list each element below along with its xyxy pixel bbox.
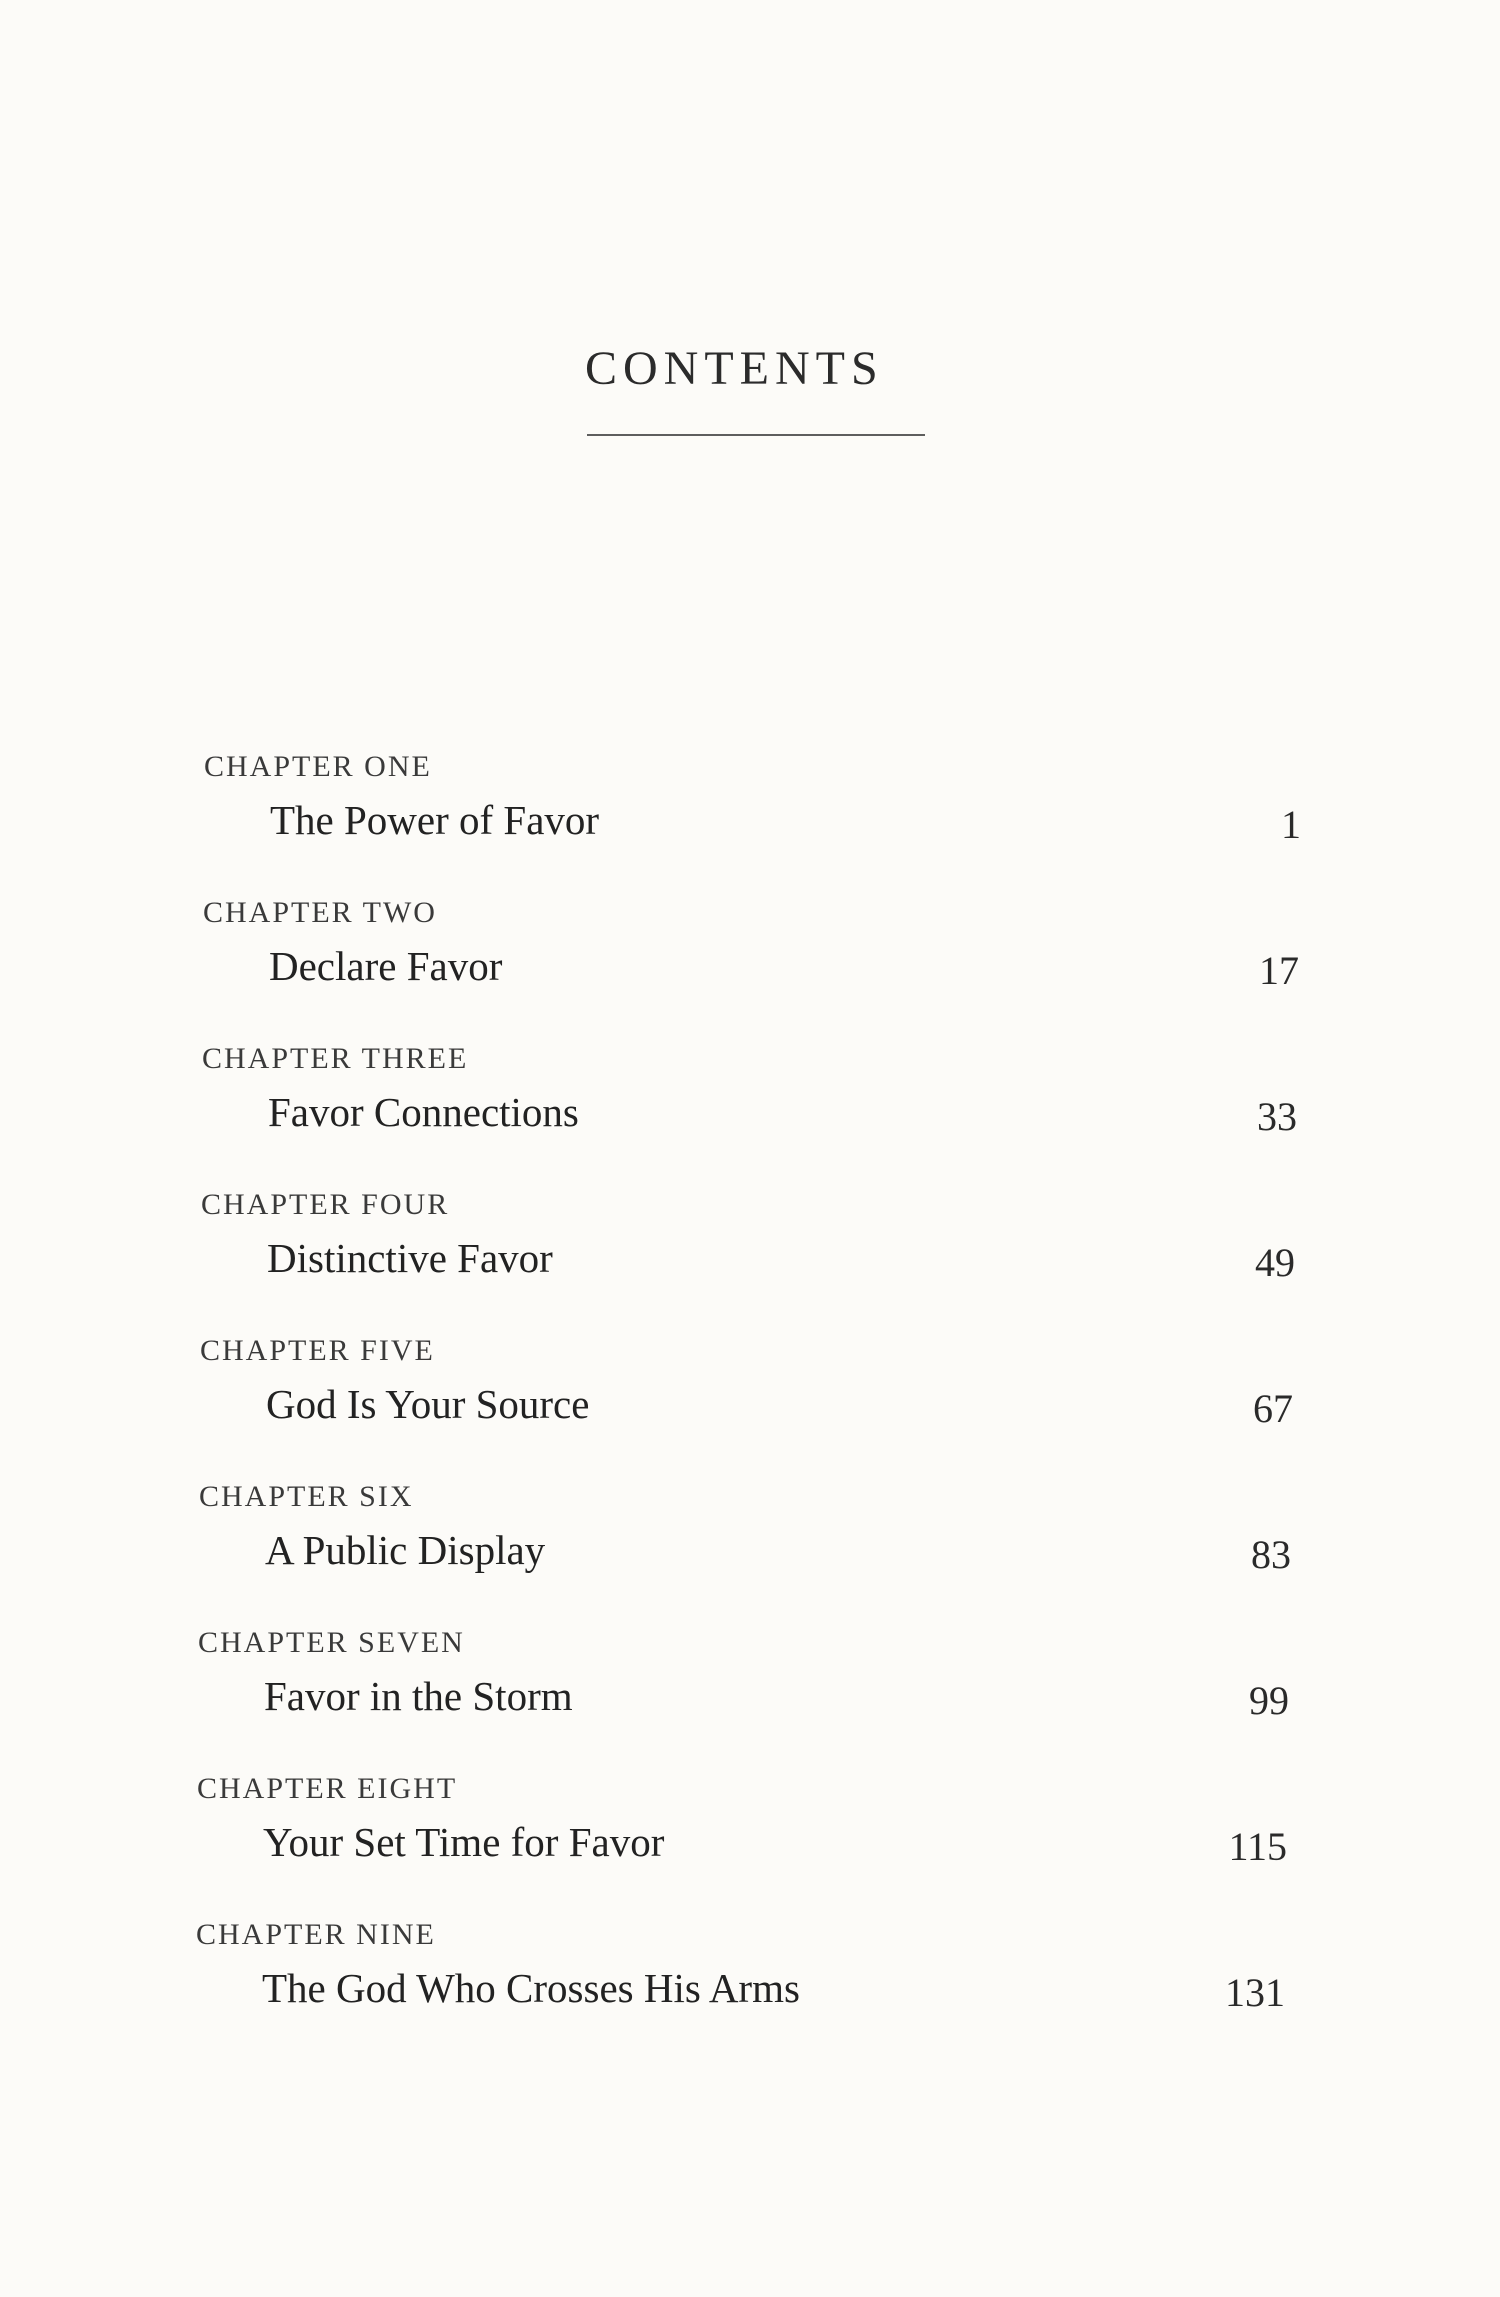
page-number: 83	[1251, 1532, 1291, 1577]
chapter-title: Your Set Time for Favor	[263, 1819, 665, 1865]
chapter-title: God Is Your Source	[266, 1381, 590, 1427]
toc-entry-chapter-five[interactable]	[200, 1336, 1293, 1476]
chapter-label: CHAPTER NINE	[196, 1918, 436, 1951]
page-number: 67	[1253, 1386, 1293, 1431]
chapter-label: CHAPTER SIX	[199, 1480, 414, 1513]
page-number: 1	[1281, 802, 1301, 847]
chapter-title: The God Who Crosses His Arms	[262, 1965, 800, 2011]
chapter-label: CHAPTER THREE	[202, 1042, 469, 1075]
toc-entry-chapter-two[interactable]	[203, 898, 1299, 1038]
chapter-title: Declare Favor	[269, 943, 503, 989]
toc-entry-chapter-four[interactable]	[201, 1190, 1295, 1330]
chapter-title: The Power of Favor	[270, 797, 600, 843]
chapter-title: Favor in the Storm	[264, 1673, 573, 1719]
chapter-label: CHAPTER FOUR	[201, 1188, 450, 1221]
chapter-label: CHAPTER ONE	[204, 750, 432, 783]
page-number: 17	[1259, 948, 1299, 993]
toc-entry-chapter-six[interactable]	[199, 1482, 1291, 1622]
chapter-title: A Public Display	[265, 1527, 546, 1573]
chapter-label: CHAPTER TWO	[203, 896, 437, 929]
page-number: 115	[1228, 1824, 1287, 1869]
toc-entry-chapter-seven[interactable]	[198, 1628, 1289, 1768]
page-number: 99	[1249, 1678, 1289, 1723]
toc-entry-chapter-eight[interactable]	[197, 1774, 1287, 1914]
page-number: 131	[1225, 1970, 1285, 2015]
chapter-label: CHAPTER EIGHT	[197, 1772, 458, 1805]
chapter-label: CHAPTER FIVE	[200, 1334, 435, 1367]
toc-entry-chapter-one[interactable]	[204, 752, 1301, 892]
toc-entry-chapter-nine[interactable]	[196, 1920, 1285, 2060]
page-number: 49	[1255, 1240, 1295, 1285]
toc-entry-chapter-three[interactable]	[202, 1044, 1297, 1184]
chapter-title: Favor Connections	[268, 1089, 579, 1135]
page-number: 33	[1257, 1094, 1297, 1139]
chapter-title: Distinctive Favor	[267, 1235, 553, 1281]
chapter-label: CHAPTER SEVEN	[198, 1626, 465, 1659]
contents-heading: CONTENTS	[585, 342, 884, 395]
